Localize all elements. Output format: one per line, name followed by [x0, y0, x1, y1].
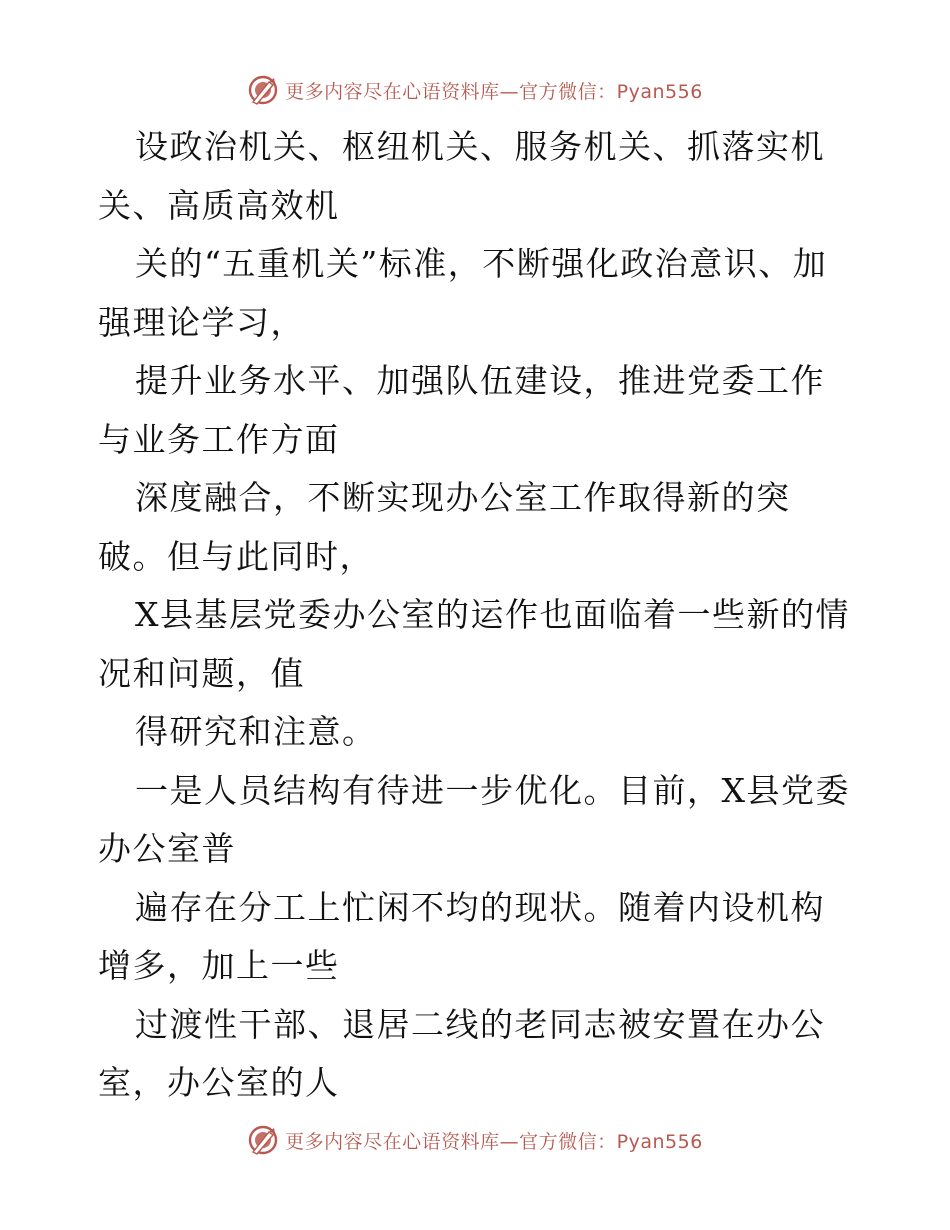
paragraph: 关的“五重机关”标准，不断强化政治意识、加强理论学习，: [98, 244, 828, 342]
footer-banner: [0, 1120, 950, 1160]
paragraph: 一是人员结构有待进一步优化。目前，X县党委办公室普: [98, 770, 850, 868]
paragraph: 深度融合，不断实现办公室工作取得新的突破。但与此同时，: [98, 478, 791, 576]
paragraph: X县基层党委办公室的运作也面临着一些新的情况和问题，值: [98, 595, 850, 693]
paragraph: 得研究和注意。: [135, 712, 377, 751]
paragraph: 遍存在分工上忙闲不均的现状。随着内设机构增多，加上一些: [98, 887, 825, 985]
header-banner: [0, 70, 950, 110]
paragraph: 设政治机关、枢纽机关、服务机关、抓落实机关、高质高效机: [98, 127, 825, 225]
quill-seal-icon: [247, 1124, 279, 1156]
quill-seal-icon: [247, 74, 279, 106]
header-banner-text: 更多内容尽在心语资料库—官方微信：Pyan556: [285, 80, 703, 103]
paragraph: 过渡性干部、退居二线的老同志被安置在办公室，办公室的人: [98, 1004, 825, 1102]
document-body: [98, 118, 858, 1113]
footer-banner-text: 更多内容尽在心语资料库—官方微信：Pyan556: [285, 1130, 703, 1153]
paragraph: 提升业务水平、加强队伍建设，推进党委工作与业务工作方面: [98, 361, 825, 459]
